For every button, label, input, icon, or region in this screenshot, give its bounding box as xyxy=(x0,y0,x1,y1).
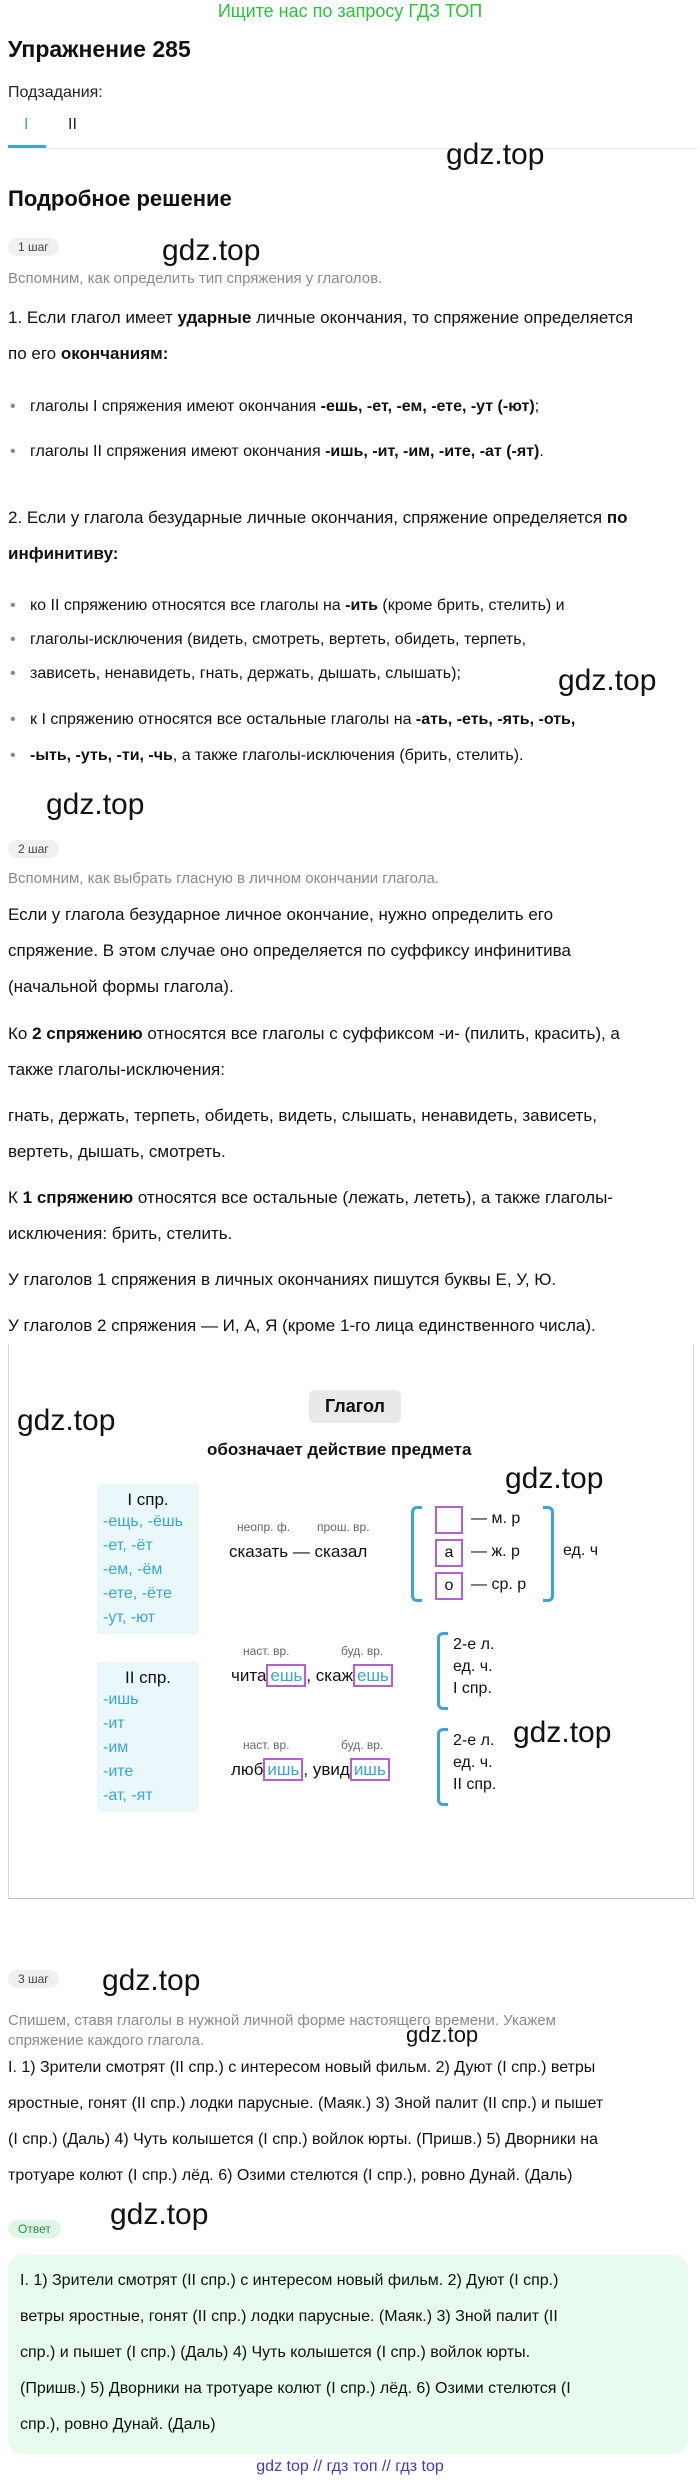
step-3-hint: спряжение каждого глагола. xyxy=(8,2032,205,2049)
watermark: gdz.top xyxy=(46,788,145,821)
answer-text: I. 1) Зрители смотрят (II спр.) с интересом новый фильм. 2) Дуют (I спр.) ветры яростные, гонят (II спр.) лодки парусные. (Маяк.) 3) Зной палит (II спр.) и пышет (I спр.) (Даль) 4) Чуть колышется (I спр.) войлок юрты. (Пришв.) 5) Дворники на тротуаре колют (I спр.) лёд. 6) Озими стелются (I спр.), ровно Дунай. (Даль) xyxy=(20,2272,571,2433)
ending: -ем, -ём xyxy=(103,1561,163,1578)
tab-subtask-2[interactable]: II xyxy=(68,116,77,133)
bracket xyxy=(437,1728,448,1806)
example-1-conj: I спр. xyxy=(453,1680,492,1697)
infinitive-label: неопр. ф. xyxy=(237,1520,291,1534)
step-2-hint: Вспомним, как выбрать гласную в личном окончании глагола. xyxy=(8,870,439,887)
step-2-text: гнать, держать, терпеть, обидеть, видеть, слышать, ненавидеть, зависеть, xyxy=(8,1106,597,1125)
conj-2-title: II спр. xyxy=(124,1668,172,1687)
watermark: gdz.top xyxy=(558,664,657,697)
verb-conjugation-diagram xyxy=(8,1344,694,1899)
list-item-cont: • -ыть, -уть, -ти, -чь, а также глаголы-исключения (брить, стелить). xyxy=(30,738,523,774)
top-banner[interactable]: Ищите нас по запросу ГДЗ ТОП xyxy=(217,1,483,21)
watermark: gdz.top xyxy=(446,138,545,171)
step-2-text: Если у глагола безударное личное окончание, нужно определить его xyxy=(8,905,554,924)
step-3-hint: Спишем, ставя глаголы в нужной личной форме настоящего времени. Укажем xyxy=(8,2012,556,2029)
active-tab-indicator xyxy=(8,145,46,148)
footer-links[interactable]: gdz top // гдз топ // гдз top xyxy=(256,2458,444,2475)
step-2-text: Ко 2 спряжению относятся все глаголы с суффиксом -и- (пилить, красить), а xyxy=(8,1024,620,1043)
list-item: • к I спряжению относятся все остальные глаголы на -ать, -еть, -ять, -оть, xyxy=(30,702,575,738)
conj-1-title: I спр. xyxy=(127,1490,169,1509)
gender-bracket-right xyxy=(543,1506,554,1602)
gender-ending-box: о xyxy=(435,1572,463,1600)
step-2-text: У глаголов 1 спряжения в личных окончаниях пишутся буквы Е, У, Ю. xyxy=(8,1270,557,1289)
ending: -ете, -ёте xyxy=(103,1585,172,1602)
step-3-text: яростные, гонят (II спр.) лодки парусные. (Маяк.) 3) Зной палит (II спр.) и пышет xyxy=(8,2095,604,2112)
watermark: gdz.top xyxy=(505,1462,604,1495)
conj-1-box xyxy=(97,1484,199,1634)
bracket xyxy=(437,1632,448,1710)
ending: -ат, -ят xyxy=(103,1787,153,1804)
example-2-person: 2-е л. xyxy=(453,1732,495,1749)
step-2-text: К 1 спряжению относятся все остальные (лежать, лететь), а также глаголы- xyxy=(8,1188,613,1207)
answer-badge: Ответ xyxy=(8,2220,61,2238)
rule-1-line-1: 1. Если глагол имеет ударные личные окончания, то спряжение определяется xyxy=(8,308,634,327)
gender-label: — ср. р xyxy=(471,1576,527,1593)
diagram-title: Глагол xyxy=(309,1390,401,1423)
ending: -ет, -ёт xyxy=(103,1537,153,1554)
ending: -ите xyxy=(103,1763,134,1780)
watermark: gdz.top xyxy=(406,2022,479,2047)
step-3-text: I. 1) Зрители смотрят (II спр.) с интересом новый фильм. 2) Дуют (I спр.) ветры xyxy=(8,2059,596,2076)
step-2-badge: 2 шаг xyxy=(8,840,59,858)
present-label: наст. вр. xyxy=(243,1644,290,1658)
page-title: Упражнение 285 xyxy=(8,36,191,62)
example-2: люб ишь , увид ишь xyxy=(231,1760,390,1780)
step-2-text: вертеть, дышать, смотреть. xyxy=(8,1142,226,1161)
answer-box xyxy=(8,2255,688,2454)
watermark: gdz.top xyxy=(110,2198,209,2231)
watermark: gdz.top xyxy=(102,1964,201,1997)
infinitive-example: сказать — сказал xyxy=(229,1542,368,1561)
gender-ending-box xyxy=(435,1506,463,1534)
future-label: буд. вр. xyxy=(341,1738,384,1752)
ending: -ишь xyxy=(103,1691,139,1708)
watermark: gdz.top xyxy=(162,234,261,267)
example-1-person: 2-е л. xyxy=(453,1636,495,1653)
step-3-text: тротуаре колют (I спр.) лёд. 6) Озими стелются (I спр.), ровно Дунай. (Даль) xyxy=(8,2167,573,2184)
list-item: • глаголы II спряжения имеют окончания -ишь, -ит, -им, -ите, -ат (-ят). xyxy=(30,434,544,470)
step-3-text: (I спр.) (Даль) 4) Чуть колышется (I спр.) войлок юрты. (Пришв.) 5) Дворники на xyxy=(8,2131,598,2148)
gender-bracket-left xyxy=(411,1506,422,1602)
step-1-hint: Вспомним, как определить тип спряжения у глаголов. xyxy=(8,270,383,287)
rule-1-line-2: по его окончаниям: xyxy=(8,344,169,363)
list-item: • глаголы I спряжения имеют окончания -ешь, -ет, -ем, -ете, -ут (-ют); xyxy=(30,389,539,425)
ending: -ит xyxy=(103,1715,125,1732)
list-item-cont: • зависеть, ненавидеть, гнать, держать, дышать, слышать); xyxy=(30,656,461,692)
step-2-text: исключения: брить, стелить. xyxy=(8,1224,233,1243)
example-1-number: ед. ч. xyxy=(453,1658,493,1675)
step-2-text: У глаголов 2 спряжения — И, А, Я (кроме 1-го лица единственного числа). xyxy=(8,1316,596,1335)
gender-label: — ж. р xyxy=(471,1543,520,1560)
list-item-cont: • глаголы-исключения (видеть, смотреть, вертеть, обидеть, терпеть, xyxy=(30,622,526,658)
example-2-number: ед. ч. xyxy=(453,1754,493,1771)
ending: -ещь, -ёшь xyxy=(103,1513,184,1530)
step-3-badge: 3 шаг xyxy=(8,1970,59,1988)
future-label: буд. вр. xyxy=(341,1644,384,1658)
rule-2-line-1: 2. Если у глагола безударные личные окончания, спряжение определяется по xyxy=(8,508,628,527)
list-item: • ко II спряжению относятся все глаголы на -ить (кроме брить, стелить) и xyxy=(30,588,565,624)
past-label: прош. вр. xyxy=(317,1520,370,1534)
ending: -им xyxy=(103,1739,129,1756)
example-1: чита ешь , скаж ешь xyxy=(231,1666,393,1686)
ending: -ут, -ют xyxy=(103,1609,156,1626)
step-1-badge: 1 шаг xyxy=(8,238,59,256)
present-label: наст. вр. xyxy=(243,1738,290,1752)
singular-label: ед. ч xyxy=(563,1542,599,1559)
tab-subtask-1[interactable]: I xyxy=(24,116,29,133)
watermark: gdz.top xyxy=(17,1404,116,1437)
rule-2-line-2: инфинитиву: xyxy=(8,544,119,563)
example-2-conj: II спр. xyxy=(453,1776,497,1793)
subtask-tabs xyxy=(8,112,698,149)
step-2-text: также глаголы-исключения: xyxy=(8,1060,225,1079)
solution-title: Подробное решение xyxy=(8,186,232,211)
step-2-text: (начальной формы глагола). xyxy=(8,977,234,996)
step-2-text: спряжение. В этом случае оно определяется по суффиксу инфинитива xyxy=(8,941,571,960)
diagram-subtitle: обозначает действие предмета xyxy=(207,1440,472,1459)
gender-ending-box: а xyxy=(435,1539,463,1567)
gender-label: — м. р xyxy=(471,1510,521,1527)
watermark: gdz.top xyxy=(513,1716,612,1749)
subtasks-label: Подзадания: xyxy=(8,84,103,101)
conj-2-box xyxy=(97,1662,199,1812)
